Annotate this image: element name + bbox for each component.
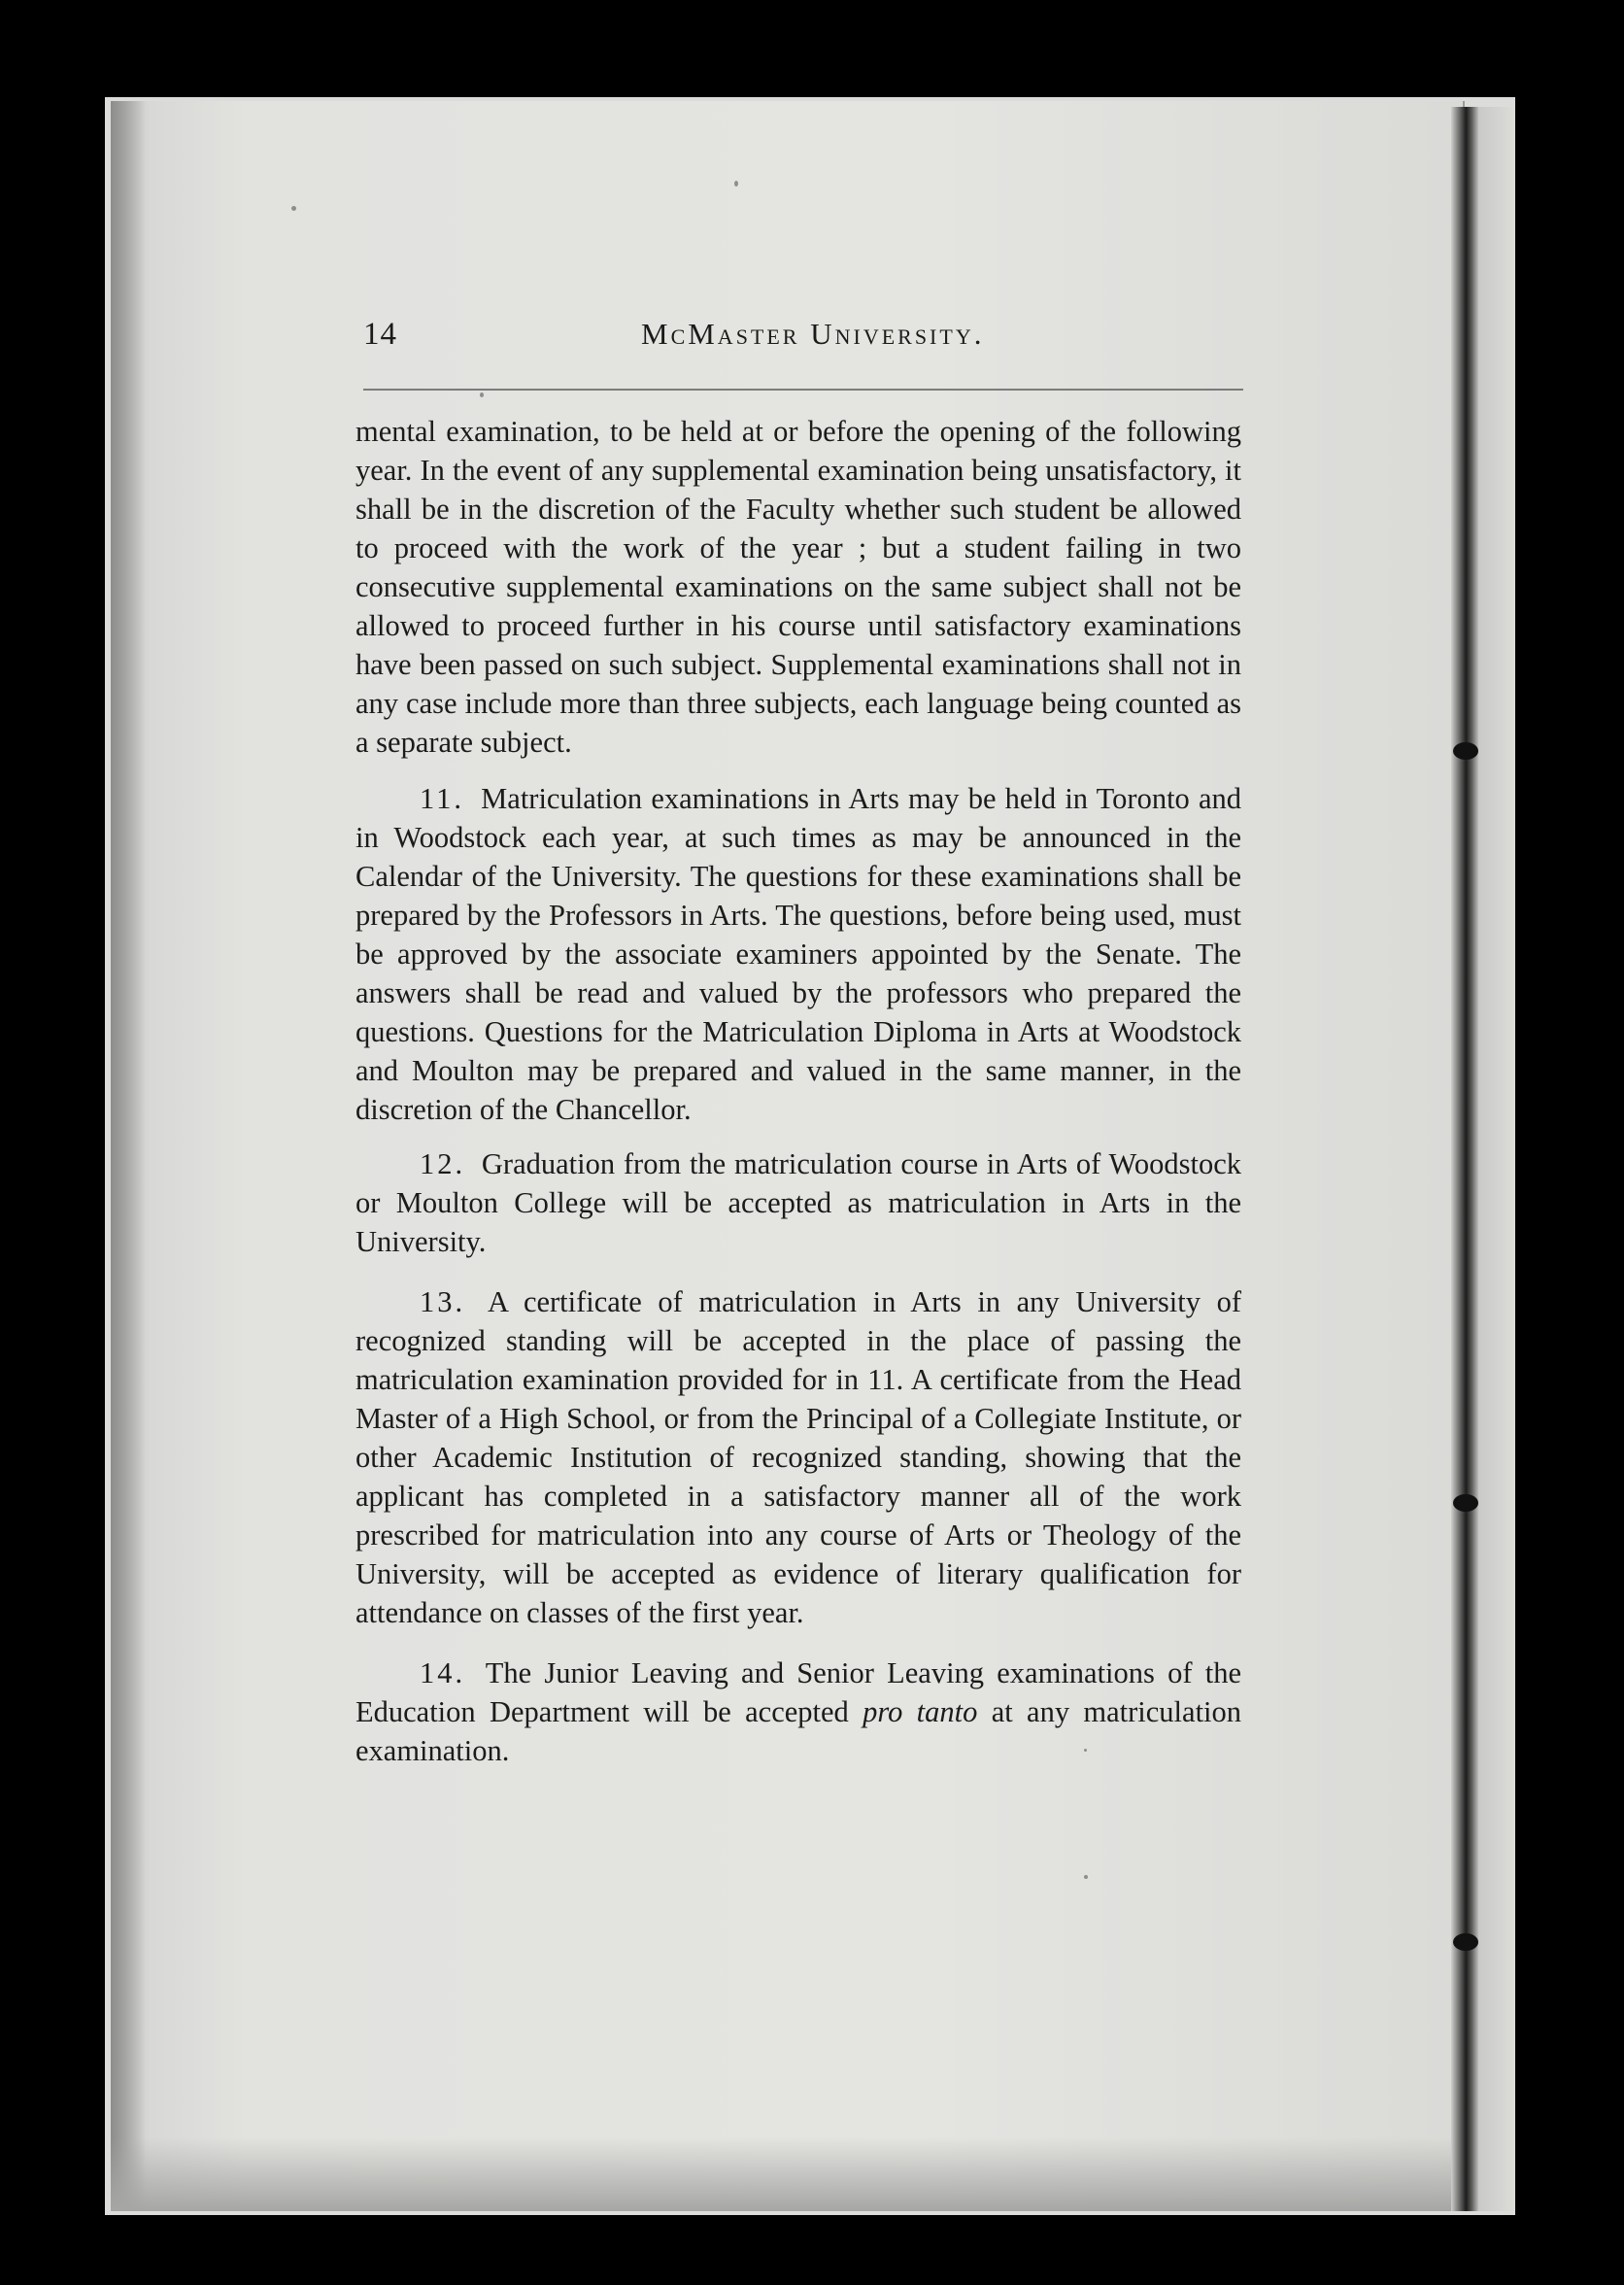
paragraph-text: The Junior Leaving and Senior Leaving examinations of the Education Department will be accepted [355, 1656, 1241, 1728]
paragraph-number: 11. [420, 782, 464, 815]
paragraph-text: A certificate of matriculation in Arts in any University of recognized standing will be accepted in the place of passing the matriculation examination provided for in 11. A certificate from the Head Master of a High School, or from the Principal of a Collegiate Institute, or other Academic Institution of recognized standing, showing that the applicant has completed in a satisfactory manner all of the work prescribed for matriculation into any course of Arts or Theology of the University, will be accepted as evidence of literary qualification for attendance on classes of the first year. [355, 1285, 1241, 1629]
page-bottom-shadow [111, 2137, 1463, 2211]
paragraph-11 [355, 779, 1241, 1129]
paper-speck [291, 206, 296, 211]
paragraph-14 [355, 1654, 1241, 1770]
book-spine [1451, 107, 1478, 2211]
paragraph-number: 12. [420, 1147, 466, 1180]
paper-speck [480, 392, 484, 397]
paragraph-12 [355, 1144, 1241, 1261]
page-body [355, 412, 1241, 1786]
binding-thread [1453, 742, 1478, 760]
running-head: McMaster University. [641, 317, 985, 351]
paper-speck [734, 181, 738, 187]
paragraph-number: 14. [420, 1656, 466, 1689]
header-rule [363, 389, 1243, 391]
page-header [363, 317, 1243, 363]
paragraph-number: 13. [420, 1285, 466, 1318]
binding-thread [1453, 1933, 1478, 1951]
page-number: 14 [363, 317, 397, 352]
paragraph-text: mental examination, to be held at or before the opening of the following year. In the event of any supplemental examination being unsatisfactory, it shall be in the discretion of the Faculty whether such student be allowed to proceed with the work of the year ; but a student failing in two consecutive supplemental examinations on the same subject shall not be allowed to proceed further in his course until satisfactory examinations have been passed on such subject. Supplemental examinations shall not in any case include more than three subjects, each language being counted as a separate subject. [355, 415, 1241, 759]
paragraph-text: Graduation from the matriculation course in Arts of Woodstock or Moulton College will be accepted as matriculation in Arts in the University. [355, 1147, 1241, 1258]
paragraph-text: Matriculation examinations in Arts may be held in Toronto and in Woodstock each year, at such times as may be announced in the Calendar of the University. The questions for these examinations shall be prepared by the Professors in Arts. The questions, before being used, must be approved by the associate examiners appointed by the Senate. The answers shall be read and valued by the professors who prepared the questions. Questions for the Matriculation Diploma in Arts at Woodstock and Moulton may be prepared and valued in the same manner, in the discretion of the Chancellor. [355, 782, 1242, 1126]
paper-speck [1084, 1875, 1088, 1879]
paragraph-continued [355, 412, 1241, 762]
facing-page-edge [1478, 107, 1515, 2211]
page-edge-shadow [111, 101, 146, 2211]
paragraph-13 [355, 1282, 1241, 1632]
binding-thread [1453, 1494, 1478, 1512]
paragraph-text: at any matriculation examination. [355, 1695, 1242, 1767]
italic-phrase: pro tanto [863, 1695, 978, 1728]
